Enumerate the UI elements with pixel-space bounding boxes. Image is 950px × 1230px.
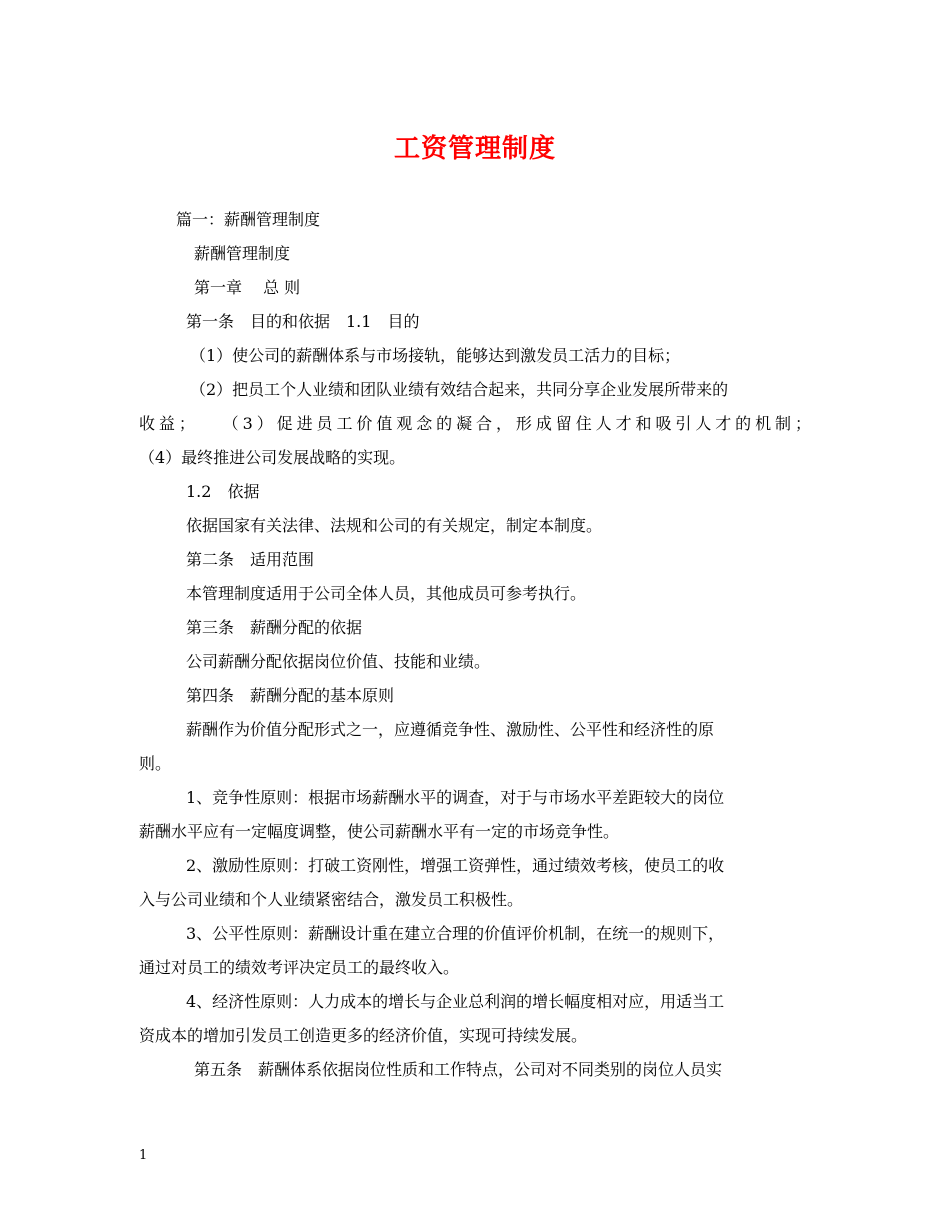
page-title: 工资管理制度 [393, 134, 556, 164]
article-heading: 第二条 适用范围 [186, 550, 315, 569]
paragraph-line: 薪酬水平应有一定幅度调整，使公司薪酬水平有一定的市场竞争性。 [139, 822, 620, 841]
paragraph-line: 3、公平性原则：薪酬设计重在建立合理的价值评价机制，在统一的规则下， [186, 924, 725, 943]
paragraph-line: （1）使公司的薪酬体系与市场接轨，能够达到激发员工活力的目标； [190, 346, 681, 365]
article-heading: 第一条 目的和依据 1.1 目的 [186, 312, 420, 331]
paragraph-line: 1、竞争性原则：根据市场薪酬水平的调查，对于与市场水平差距较大的岗位 [186, 788, 725, 807]
paragraph-line: （2）把员工个人业绩和团队业绩有效结合起来，共同分享企业发展所带来的 [190, 380, 729, 399]
paragraph-line: 薪酬作为价值分配形式之一，应遵循竞争性、激励性、公平性和经济性的原 [186, 720, 715, 739]
paragraph-line: 资成本的增加引发员工创造更多的经济价值，实现可持续发展。 [139, 1026, 588, 1045]
paragraph-line: 则。 [139, 754, 172, 773]
paragraph-line: 依据国家有关法律、法规和公司的有关规定，制定本制度。 [186, 516, 603, 535]
paragraph-line: 收益； （3）促进员工价值观念的凝合，形成留住人才和吸引人才的机制； [139, 414, 811, 433]
paragraph-line: 2、激励性原则：打破工资刚性，增强工资弹性，通过绩效考核，使员工的收 [186, 856, 725, 875]
article-heading: 第四条 薪酬分配的基本原则 [186, 686, 395, 705]
chapter-heading: 第一章 总 则 [194, 278, 301, 297]
paragraph-line: 本管理制度适用于公司全体人员，其他成员可参考执行。 [186, 584, 587, 603]
paragraph-line: （4）最终推进公司发展战略的实现。 [139, 448, 406, 467]
document-body [139, 203, 811, 1087]
paragraph-line: 第五条 薪酬体系依据岗位性质和工作特点，公司对不同类别的岗位人员实 [194, 1060, 723, 1079]
article-heading: 第三条 薪酬分配的依据 [186, 618, 363, 637]
paragraph-line: 通过对员工的绩效考评决定员工的最终收入。 [139, 958, 460, 977]
page-number: 1 [139, 1148, 148, 1163]
section-heading: 篇一：薪酬管理制度 [176, 210, 321, 229]
paragraph-line: 公司薪酬分配依据岗位价值、技能和业绩。 [186, 652, 491, 671]
paragraph-line: 4、经济性原则：人力成本的增长与企业总利润的增长幅度相对应，用适当工 [186, 992, 725, 1011]
paragraph-line: 入与公司业绩和个人业绩紧密结合，激发员工积极性。 [139, 890, 524, 909]
subsection-heading: 1.2 依据 [186, 482, 260, 501]
subtitle: 薪酬管理制度 [194, 244, 291, 263]
